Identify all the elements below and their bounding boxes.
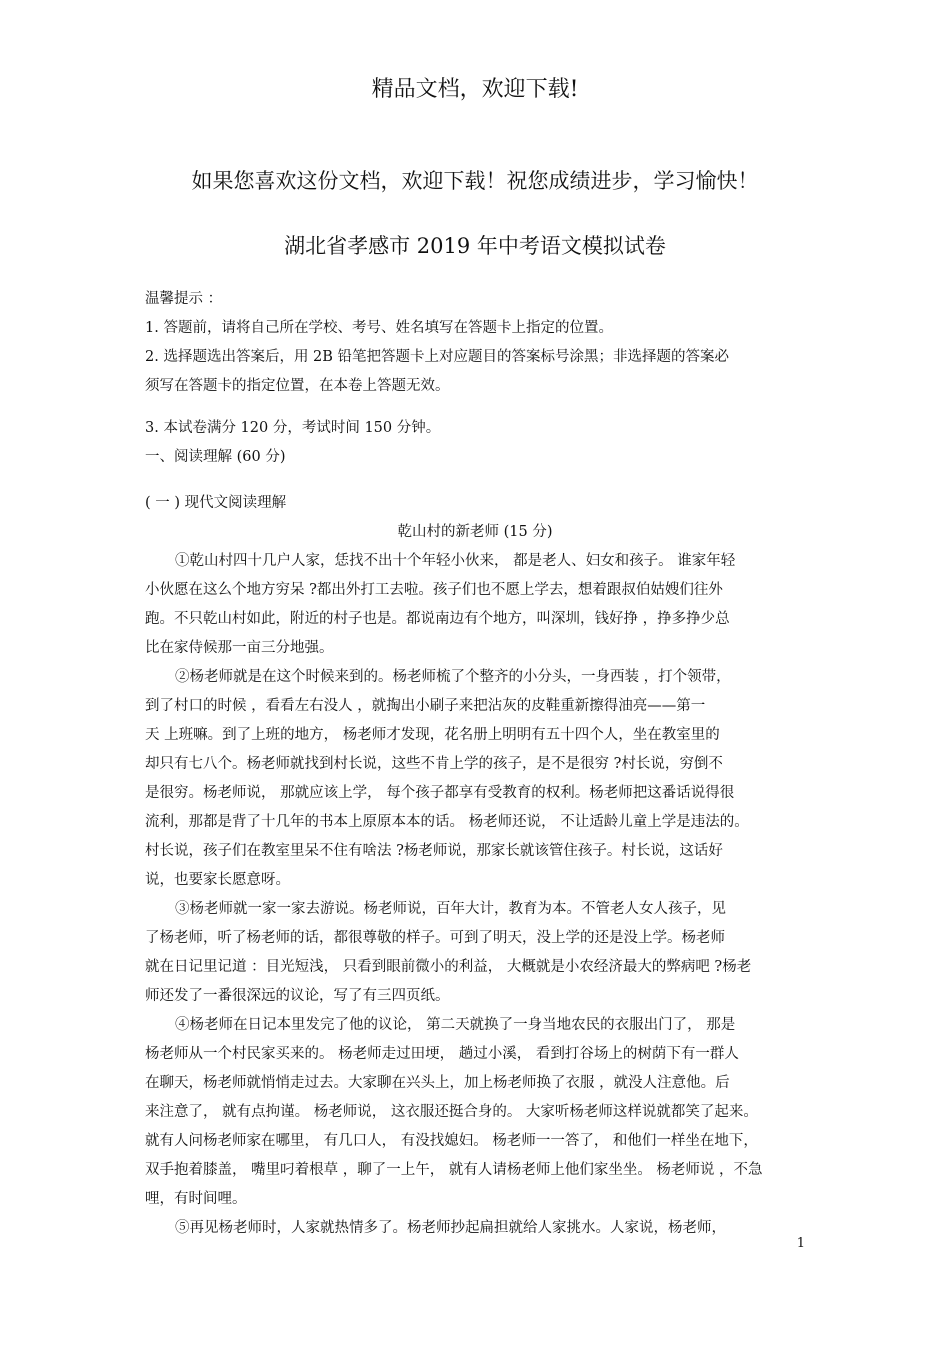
notice-item-2-line-2: 须写在答题卡的指定位置，在本卷上答题无效。 xyxy=(145,378,450,394)
paragraph-line: 小伙愿在这么个地方穷呆 ?都出外打工去啦。孩子们也不愿上学去，想着跟叔伯姑嫂们往外 xyxy=(145,582,723,598)
paragraph-line: ②杨老师就是在这个时候来到的。杨老师梳了个整齐的小分头，一身西装 ，打个领带， xyxy=(175,669,731,685)
paragraph-line: 师还发了一番很深远的议论，写了有三四页纸。 xyxy=(145,988,450,1004)
paragraph-line: 就在日记里记道 ：目光短浅， 只看到眼前微小的利益， 大概就是小农经济最大的弊病吧 ?杨老 xyxy=(145,959,752,975)
paragraph-line: 跑。不只乾山村如此，附近的村子也是。都说南边有个地方，叫深圳，钱好挣 ，挣多挣少总 xyxy=(145,611,730,627)
paragraph-line: 天 上班嘛。到了上班的地方， 杨老师才发现，花名册上明明有五十四个人，坐在教室里的 xyxy=(145,727,720,743)
paragraph-line: 双手抱着膝盖， 嘴里叼着根草 ，聊了一上午， 就有人请杨老师上他们家坐坐。 杨老师说 ，不急 xyxy=(145,1162,763,1178)
paragraph-line: 流利，那都是背了十几年的书本上原原本本的话。 杨老师还说， 不让适龄儿童上学是违法的。 xyxy=(145,814,749,830)
notice-heading: 温馨提示 ： xyxy=(145,291,223,307)
page-number: 1 xyxy=(796,1236,805,1251)
welcome-message: 如果您喜欢这份文档，欢迎下载！祝您成绩进步，学习愉快！ xyxy=(191,169,759,193)
paragraph-line: 就有人问杨老师家在哪里， 有几口人， 有没找媳妇。 杨老师一一答了， 和他们一样坐在地下， xyxy=(145,1133,758,1149)
notice-item-3: 3. 本试卷满分 120 分，考试时间 150 分钟。 xyxy=(145,420,441,436)
paragraph-line: 哩，有时间哩。 xyxy=(145,1191,247,1207)
paragraph-line: ⑤再见杨老师时，人家就热情多了。杨老师抄起扁担就给人家挑水。人家说，杨老师， xyxy=(175,1220,726,1236)
paragraph-line: ①乾山村四十几户人家，恁找不出十个年轻小伙来， 都是老人、妇女和孩子。 谁家年轻 xyxy=(175,553,736,569)
paragraph-line: 来注意了， 就有点拘谨。 杨老师说， 这衣服还挺合身的。 大家听杨老师这样说就都笑了起来。 xyxy=(145,1104,758,1120)
exam-title: 湖北省孝感市 2019 年中考语文模拟试卷 xyxy=(284,234,666,258)
paragraph-line: 了杨老师，听了杨老师的话，都很尊敬的样子。可到了明天，没上学的还是没上学。杨老师 xyxy=(145,930,725,946)
passage-title: 乾山村的新老师 (15 分) xyxy=(397,524,553,540)
header-banner: 精品文档，欢迎下载! xyxy=(371,77,579,102)
section-heading-reading: 一、阅读理解 (60 分) xyxy=(145,449,286,465)
paragraph-line: 到了村口的时候 ，看看左右没人 ，就掏出小刷子来把沾灰的皮鞋重新擦得油亮——第一 xyxy=(145,698,706,714)
paragraph-line: 却只有七八个。杨老师就找到村长说，这些不肯上学的孩子，是不是很穷 ?村长说，穷倒不 xyxy=(145,756,723,772)
paragraph-line: ④杨老师在日记本里发完了他的议论， 第二天就换了一身当地农民的衣服出门了， 那是 xyxy=(175,1017,736,1033)
article-block xyxy=(145,489,805,1243)
paragraph-line: 比在家侍候那一亩三分地强。 xyxy=(145,640,334,656)
paragraph-line: 杨老师从一个村民家买来的。 杨老师走过田埂， 趟过小溪， 看到打谷场上的树荫下有一群人 xyxy=(145,1046,739,1062)
paragraph-line: 说，也要家长愿意呀。 xyxy=(145,872,290,888)
notice-item-1: 1. 答题前，请将自己所在学校、考号、姓名填写在答题卡上指定的位置。 xyxy=(145,320,613,336)
paragraph-line: ③杨老师就一家一家去游说。杨老师说，百年大计，教育为本。不管老人女人孩子，见 xyxy=(175,901,726,917)
section-label: ( 一 ) 现代文阅读理解 xyxy=(145,495,287,511)
paragraph-line: 村长说，孩子们在教室里呆不住有啥法 ?杨老师说，那家长就该管住孩子。村长说，这话好 xyxy=(145,843,723,859)
notice-block xyxy=(145,285,805,401)
paragraph-line: 在聊天，杨老师就悄悄走过去。大家聊在兴头上，加上杨老师换了衣服 ，就没人注意他。后 xyxy=(145,1075,730,1091)
notice-item-2-line-1: 2. 选择题选出答案后，用 2B 铅笔把答题卡上对应题目的答案标号涂黑；非选择题的答案必 xyxy=(145,349,730,365)
notice-block-2 xyxy=(145,414,805,472)
paragraph-line: 是很穷。杨老师说， 那就应该上学， 每个孩子都享有受教育的权利。杨老师把这番话说得很 xyxy=(145,785,735,801)
